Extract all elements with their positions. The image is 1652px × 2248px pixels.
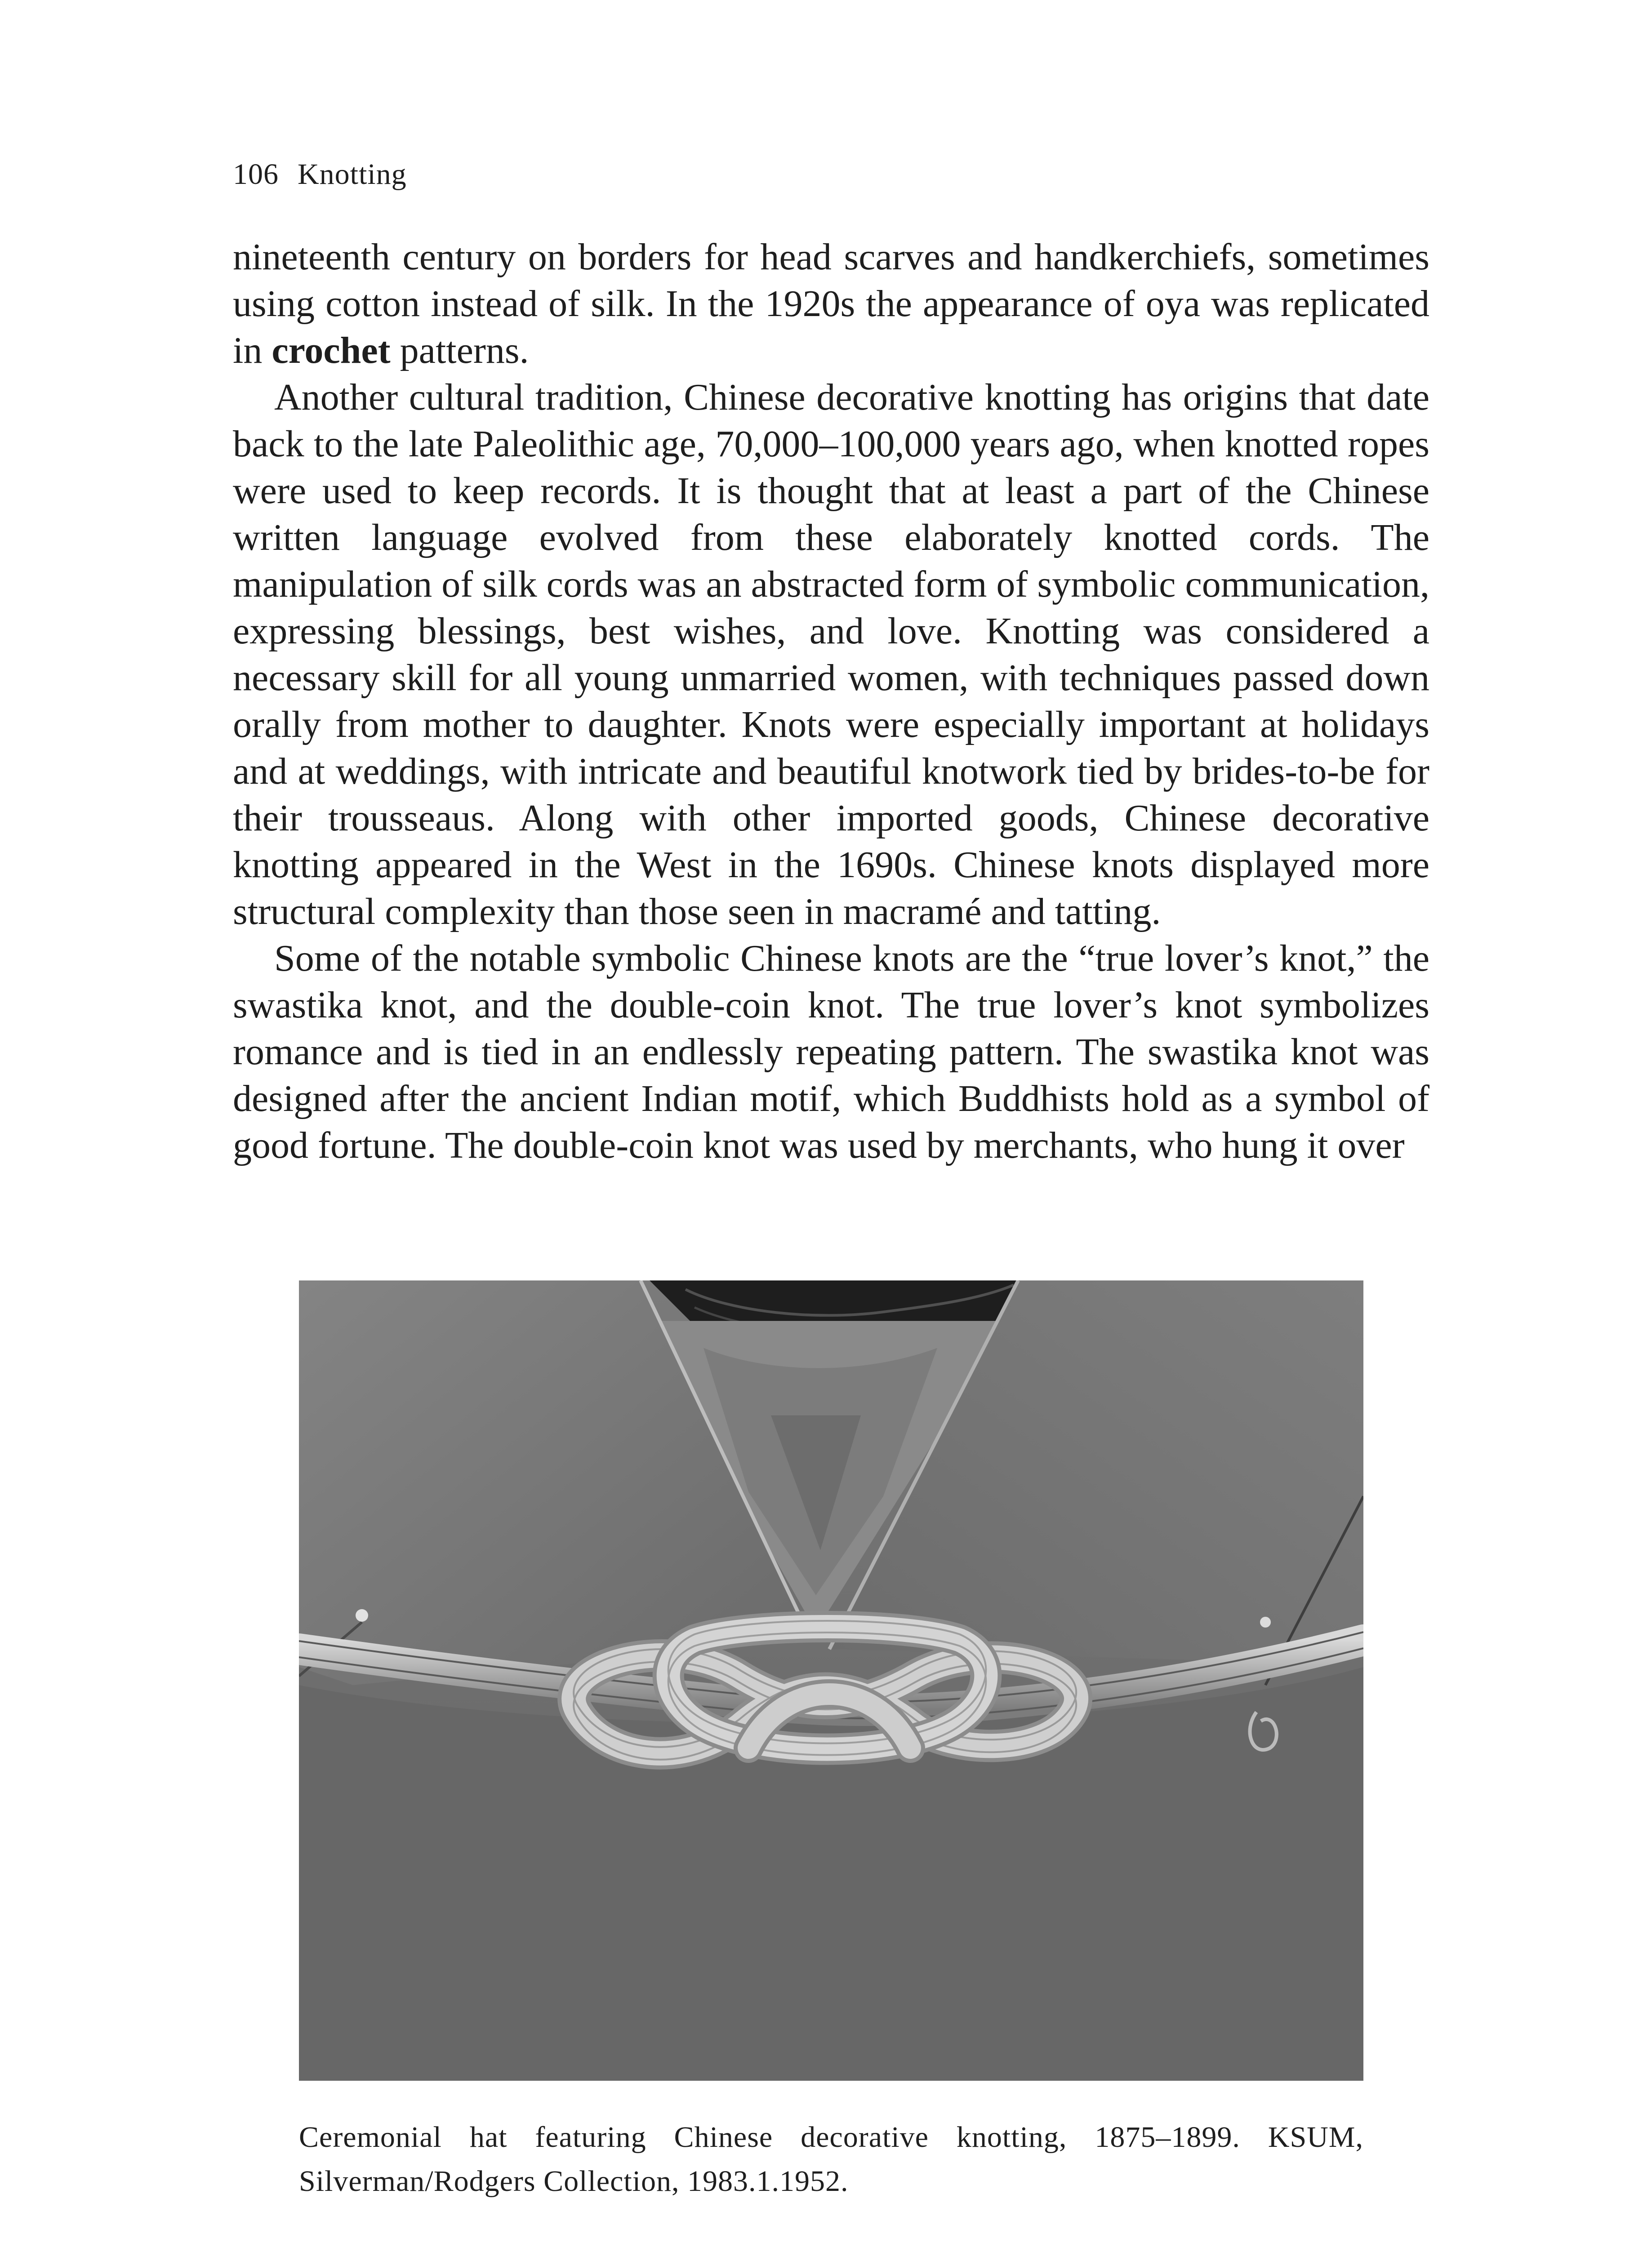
- running-head: [233, 160, 407, 189]
- ceremonial-hat-photo: [299, 1280, 1363, 2081]
- paragraph-1: [233, 234, 1429, 374]
- body-text: [233, 234, 1429, 1169]
- figure-caption: Ceremonial hat featuring Chinese decorative knotting, 1875–1899. KSUM, Silverman/Rodgers Collection, 1983.1.1952.: [299, 2121, 1363, 2198]
- paragraph-2: Another cultural tradition, Chinese decorative knotting has origins that date back to the late Paleolithic age, 70,000–100,000 years ago, when knotted ropes were used to keep records. It is thought that at least a part of the Chinese written language evolved from these elaborately knotted cords. The manipulation of silk cords was an abstracted form of symbolic communication, expressing blessings, best wishes, and love. Knotting was considered a necessary skill for all young unmarried women, with techniques passed down orally from mother to daughter. Knots were especially important at holidays and at weddings, with intricate and beautiful knotwork tied by brides-to-be for their trousseaus. Along with other imported goods, Chinese decorative knotting appeared in the West in the 1690s. Chinese knots displayed more structural complexity than those seen in macramé and tatting.: [233, 376, 1429, 932]
- paragraph-3: Some of the notable symbolic Chinese knots are the “true lover’s knot,” the swastika knot, and the double-coin knot. The true lover’s knot symbolizes romance and is tied in an endlessly repeating pattern. The swastika knot was designed after the ancient Indian motif, which Buddhists hold as a symbol of good fortune. The double-coin knot was used by merchants, who hung it over: [233, 937, 1429, 1166]
- page-number: 106: [233, 158, 279, 191]
- glossary-term-crochet: crochet: [272, 330, 391, 371]
- paragraph-1-end: patterns.: [390, 330, 529, 371]
- paragraph-1-text: nineteenth century on borders for head scarves and handkerchiefs, sometimes using cotton instead of silk. In the 1920s the appearance of oya was replicated in: [233, 236, 1429, 371]
- section-title: Knotting: [298, 158, 407, 191]
